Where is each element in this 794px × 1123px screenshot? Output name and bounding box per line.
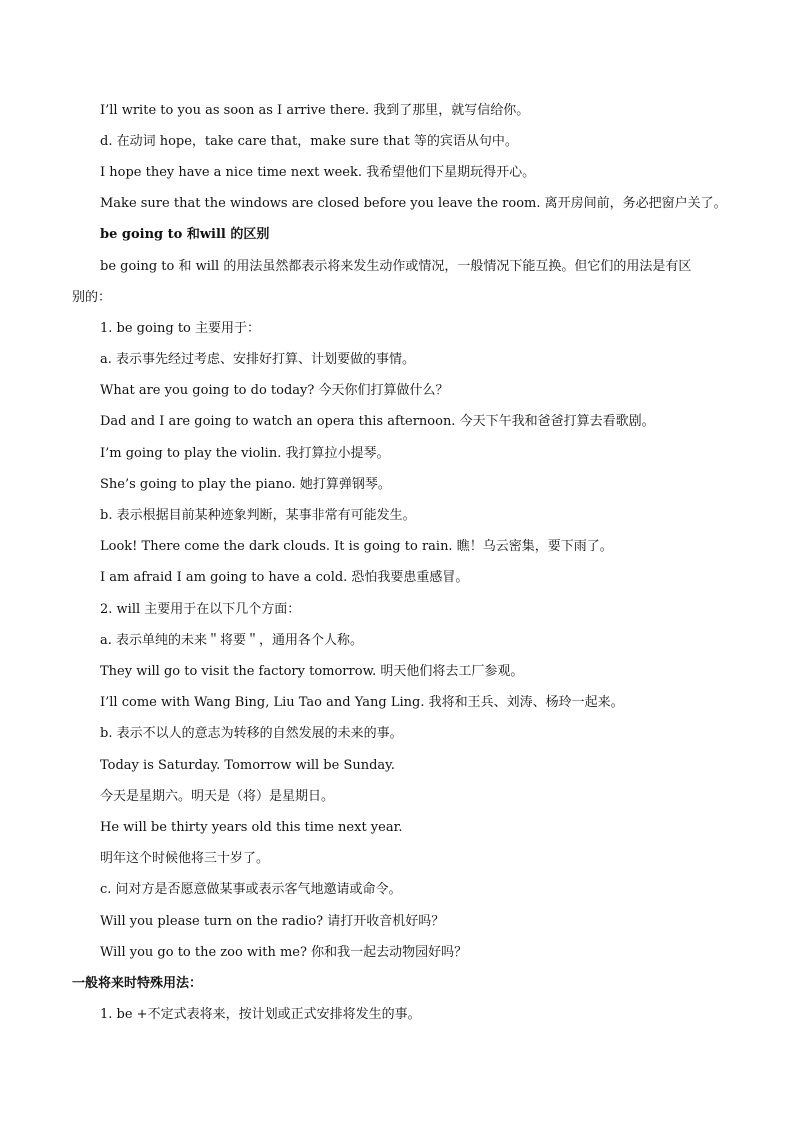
text-line: He will be thirty years old this time next year. [100, 820, 403, 835]
text-line: 1. be +不定式表将来，按计划或正式安排将发生的事。 [100, 1007, 421, 1022]
text-line: be going to 和 will 的用法虽然都表示将来发生动作或情况，一般情况下能互换。但它们的用法是有区 [100, 259, 692, 274]
text-line: I’ll write to you as soon as I arrive there. 我到了那里，就写信给你。 [100, 103, 530, 118]
text-line: I’m going to play the violin. 我打算拉小提琴。 [100, 446, 390, 461]
text-line: They will go to visit the factory tomorrow. 明天他们将去工厂参观。 [100, 664, 524, 679]
text-line: b. 表示不以人的意志为转移的自然发展的未来的事。 [100, 726, 403, 741]
text-line: Look! There come the dark clouds. It is going to rain. 瞧！乌云密集，要下雨了。 [100, 539, 613, 554]
text-line: Make sure that the windows are closed before you leave the room. 离开房间前，务必把窗户关了。 [100, 196, 727, 211]
text-line: I hope they have a nice time next week. 我希望他们下星期玩得开心。 [100, 165, 536, 180]
text-line: a. 表示单纯的未来＂将要＂，通用各个人称。 [100, 633, 364, 648]
text-line: Dad and I are going to watch an opera this afternoon. 今天下午我和爸爸打算去看歌剧。 [100, 414, 655, 429]
text-line: I’ll come with Wang Bing, Liu Tao and Yang Ling. 我将和王兵、刘涛、杨玲一起来。 [100, 695, 624, 710]
section-heading: be going to 和will 的区别 [100, 227, 270, 242]
section-heading: 一般将来时特殊用法： [72, 976, 203, 991]
text-line: d. 在动词 hope，take care that，make sure that 等的宾语从句中。 [100, 134, 518, 149]
text-line: 2. will 主要用于在以下几个方面： [100, 602, 301, 617]
text-line: 明年这个时候他将三十岁了。 [100, 851, 270, 866]
text-line: She’s going to play the piano. 她打算弹钢琴。 [100, 477, 391, 492]
text-line: What are you going to do today? 今天你们打算做什么？ [100, 383, 449, 398]
text-line: a. 表示事先经过考虑、安排好打算、计划要做的事情。 [100, 352, 416, 367]
text-line: 别的： [72, 290, 112, 305]
text-line: 1. be going to 主要用于： [100, 321, 260, 336]
text-line: Will you please turn on the radio? 请打开收音机好吗？ [100, 914, 445, 929]
text-line: Today is Saturday. Tomorrow will be Sunday. [100, 758, 395, 773]
text-line: b. 表示根据目前某种迹象判断，某事非常有可能发生。 [100, 508, 416, 523]
text-line: 今天是星期六。明天是（将）是星期日。 [100, 789, 335, 804]
text-line: I am afraid I am going to have a cold. 恐怕我要患重感冒。 [100, 570, 469, 585]
text-line: Will you go to the zoo with me? 你和我一起去动物园好吗？ [100, 945, 468, 960]
text-line: c. 问对方是否愿意做某事或表示客气地邀请或命令。 [100, 882, 402, 897]
